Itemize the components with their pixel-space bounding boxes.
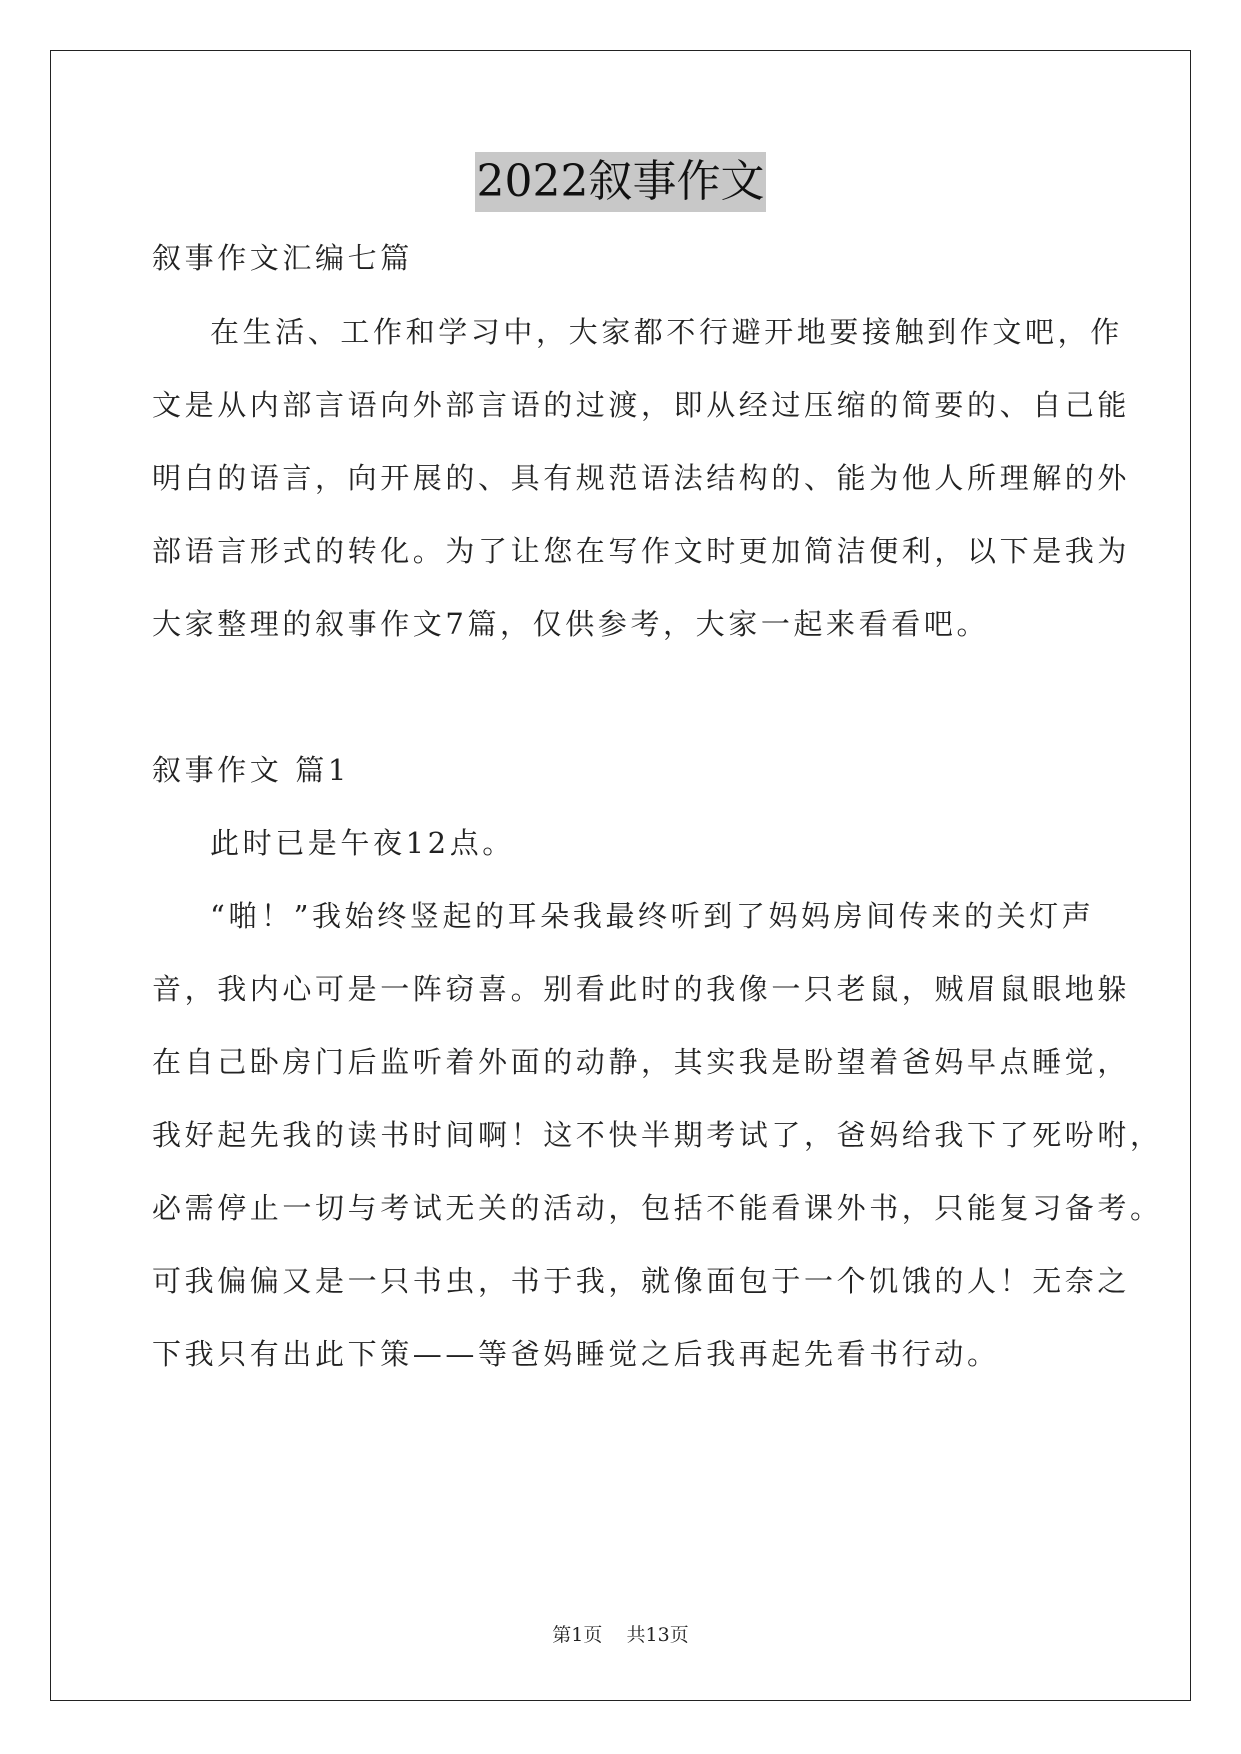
intro-line-4: 部语言形式的转化。为了让您在写作文时更加简洁便利，以下是我为 <box>152 534 1131 568</box>
title-container <box>0 152 1241 212</box>
section-paragraph-2-line-3: 在自己卧房门后监听着外面的动静，其实我是盼望着爸妈早点睡觉， <box>152 1045 1131 1079</box>
section-paragraph-1: 此时已是午夜12点。 <box>210 826 515 860</box>
section-paragraph-2-line-4: 我好起先我的读书时间啊！这不快半期考试了，爸妈给我下了死吩咐， <box>152 1118 1163 1152</box>
section-paragraph-2-line-2: 音，我内心可是一阵窃喜。别看此时的我像一只老鼠，贼眉鼠眼地躲 <box>152 972 1131 1006</box>
intro-line-2: 文是从内部言语向外部言语的过渡，即从经过压缩的简要的、自己能 <box>152 388 1131 422</box>
intro-line-1: 在生活、工作和学习中，大家都不行避开地要接触到作文吧，作 <box>210 315 1123 349</box>
section-paragraph-2-line-5: 必需停止一切与考试无关的活动，包括不能看课外书，只能复习备考。 <box>152 1191 1163 1225</box>
section-paragraph-2-line-6: 可我偏偏又是一只书虫，书于我，就像面包于一个饥饿的人！无奈之 <box>152 1264 1131 1298</box>
section-heading: 叙事作文 篇1 <box>152 753 350 787</box>
page-footer <box>0 1620 1241 1647</box>
document-title: 2022叙事作文 <box>475 152 767 212</box>
intro-line-5: 大家整理的叙事作文7篇，仅供参考，大家一起来看看吧。 <box>152 607 990 641</box>
section-paragraph-2-line-7: 下我只有出此下策——等爸妈睡觉之后我再起先看书行动。 <box>152 1337 1000 1371</box>
page-number: 第1页 共13页 <box>552 1624 689 1646</box>
intro-line-3: 明白的语言，向开展的、具有规范语法结构的、能为他人所理解的外 <box>152 461 1131 495</box>
page-border <box>50 50 1191 1701</box>
subtitle: 叙事作文汇编七篇 <box>152 241 413 275</box>
section-paragraph-2-line-1: “啪！”我始终竖起的耳朵我最终听到了妈妈房间传来的关灯声 <box>210 899 1095 933</box>
